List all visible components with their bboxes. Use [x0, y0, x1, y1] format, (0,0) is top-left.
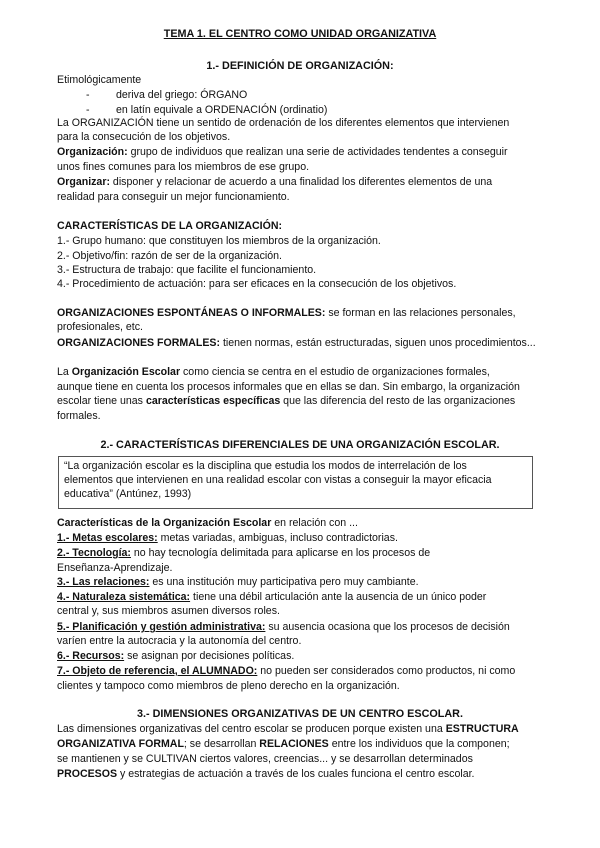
bold-text: Características de la Organización Escolar: [57, 517, 272, 529]
text-line: [57, 321, 143, 334]
bold-text: PROCESOS: [57, 768, 118, 780]
text-segment: 4.- Procedimiento de actuación: para ser eficaces en la consecución de los objetivos.: [57, 278, 457, 290]
text-segment: no hay tecnología delimitada para aplicarse en los procesos de: [130, 547, 431, 559]
text-segment: como ciencia se centra en el estudio de organizaciones formales,: [180, 366, 490, 378]
bold-text: ORGANIZACIONES ESPONTÁNEAS O INFORMALES:: [57, 307, 326, 319]
text-segment: entre los individuos que la componen;: [328, 738, 510, 750]
text-line: [57, 191, 290, 204]
bold-text: 3.- Las relaciones:: [57, 576, 150, 588]
bold-text: ORGANIZATIVA FORMAL: [57, 738, 184, 750]
bold-text: 5.- Planificación y gestión administrativa:: [57, 621, 266, 633]
bold-text: 6.- Recursos:: [57, 650, 125, 662]
text-segment: su ausencia ocasiona que los procesos de decisión: [265, 621, 510, 633]
text-line: [57, 307, 516, 320]
text-line: [57, 381, 520, 394]
text-segment: aunque tiene en cuenta los procesos informales que en ellas se dan. Sin embargo, la organización: [57, 381, 520, 393]
text-line: [57, 366, 490, 379]
text-line: [57, 665, 515, 678]
text-line: [57, 547, 430, 560]
text-segment: tiene una débil articulación ante la ausencia de un único poder: [190, 591, 487, 603]
text-line: [57, 161, 309, 174]
text-segment: Etimológicamente: [57, 74, 142, 86]
text-segment: que las diferencia del resto de las organizaciones: [280, 395, 516, 407]
text-line: [57, 410, 101, 423]
bullet-item: [86, 89, 247, 102]
bold-text: ESTRUCTURA: [445, 723, 519, 735]
bullet-dash: -: [86, 104, 90, 116]
text-segment: y estrategias de actuación a través de los cuales funciona el centro escolar.: [117, 768, 475, 780]
text-line: [57, 635, 301, 648]
text-segment: tienen normas, están estructuradas, siguen unos procedimientos...: [220, 337, 536, 349]
section-heading: [0, 60, 600, 73]
text-segment: deriva del griego: ÓRGANO: [116, 89, 248, 101]
text-segment: formales.: [57, 410, 101, 422]
bold-text: Organizar:: [57, 176, 110, 188]
text-segment: 2.- Objetivo/fin: razón de ser de la organización.: [57, 250, 282, 262]
text-segment: escolar tiene unas: [57, 395, 146, 407]
bold-text: Organización Escolar: [71, 366, 181, 378]
text-segment: “La organización escolar es la disciplina que estudia los modos de interrelación de los: [64, 460, 467, 472]
bold-text: 4.- Naturaleza sistemática:: [57, 591, 191, 603]
text-line: [57, 532, 398, 545]
text-line: [57, 74, 141, 87]
text-line: [57, 264, 316, 277]
quote-line: [64, 474, 492, 487]
text-line: [57, 621, 510, 634]
text-segment: para la consecución de los objetivos.: [57, 131, 231, 143]
text-line: [57, 131, 230, 144]
text-line: [57, 753, 473, 766]
text-segment: es una institución muy participativa pero muy cambiante.: [149, 576, 419, 588]
bold-text: 2.- CARACTERÍSTICAS DIFERENCIALES DE UNA ORGANIZACIÓN ESCOLAR.: [100, 439, 500, 451]
bold-text: TEMA 1. EL CENTRO COMO UNIDAD ORGANIZATIVA: [163, 28, 437, 40]
text-segment: unos fines comunes para los miembros de ese grupo.: [57, 161, 310, 173]
text-line: [57, 591, 486, 604]
text-line: [57, 250, 282, 263]
text-line: [57, 680, 400, 693]
text-line: [57, 517, 358, 530]
text-segment: La ORGANIZACIÓN tiene un sentido de ordenación de los diferentes elementos que intervienen: [57, 117, 510, 129]
text-segment: 3.- Estructura de trabajo: que facilite el funcionamiento.: [57, 264, 317, 276]
text-segment: Enseñanza-Aprendizaje.: [57, 562, 173, 574]
section-heading: [0, 439, 600, 452]
bold-text: CARACTERÍSTICAS DE LA ORGANIZACIÓN:: [57, 220, 283, 232]
text-segment: ; se desarrollan: [183, 738, 260, 750]
text-line: [57, 650, 294, 663]
text-segment: no pueden ser considerados como productos, ni como: [257, 665, 516, 677]
bold-text: 1.- DEFINICIÓN DE ORGANIZACIÓN:: [206, 60, 394, 72]
bold-text: 1.- Metas escolares:: [57, 532, 158, 544]
text-segment: central y, sus miembros asumen diversos roles.: [57, 605, 280, 617]
bold-text: 2.- Tecnología:: [57, 547, 131, 559]
text-line: [57, 176, 492, 189]
text-line: [57, 220, 282, 233]
text-segment: metas variadas, ambiguas, incluso contradictorias.: [157, 532, 398, 544]
text-segment: elementos que intervienen en una realidad escolar con vistas a conseguir la mayor eficacia: [64, 474, 492, 486]
bold-text: características específicas: [145, 395, 281, 407]
text-segment: disponer y relacionar de acuerdo a una finalidad los diferentes elementos de una: [109, 176, 493, 188]
text-segment: varíen entre la autocracia y la autonomía del centro.: [57, 635, 302, 647]
text-line: [57, 723, 519, 736]
text-segment: clientes y tampoco como miembros de pleno derecho en la organización.: [57, 680, 400, 692]
section-heading: [0, 28, 600, 41]
text-segment: en latín equivale a ORDENACIÓN (ordinatio): [116, 104, 328, 116]
text-line: [57, 278, 456, 291]
bold-text: ORGANIZACIONES FORMALES:: [57, 337, 221, 349]
text-segment: se mantienen y se CULTIVAN ciertos valores, creencias... y se desarrollan determinados: [57, 753, 473, 765]
bold-text: RELACIONES: [259, 738, 329, 750]
text-line: [57, 738, 510, 751]
bold-text: 7.- Objeto de referencia, el ALUMNADO:: [57, 665, 258, 677]
text-line: [57, 605, 280, 618]
text-line: [57, 337, 536, 350]
text-segment: profesionales, etc.: [57, 321, 143, 333]
text-line: [57, 235, 381, 248]
section-heading: [0, 708, 600, 721]
text-segment: Las dimensiones organizativas del centro escolar se producen porque existen una: [57, 723, 446, 735]
text-segment: educativa” (Antúnez, 1993): [64, 488, 192, 500]
text-line: [57, 768, 475, 781]
text-line: [57, 117, 509, 130]
bold-text: Organización:: [57, 146, 128, 158]
text-segment: realidad para conseguir un mejor funcionamiento.: [57, 191, 290, 203]
bullet-dash: -: [86, 89, 90, 101]
quote-line: [64, 460, 467, 473]
text-line: [57, 562, 172, 575]
bullet-item: [86, 104, 327, 117]
text-segment: se asignan por decisiones políticas.: [124, 650, 295, 662]
text-line: [57, 576, 419, 589]
text-line: [57, 395, 515, 408]
quote-line: [64, 488, 191, 501]
text-segment: grupo de individuos que realizan una serie de actividades tendentes a conseguir: [127, 146, 508, 158]
bold-text: 3.- DIMENSIONES ORGANIZATIVAS DE UN CENTRO ESCOLAR.: [137, 708, 463, 720]
text-line: [57, 146, 508, 159]
text-segment: en relación con ...: [271, 517, 358, 529]
text-segment: La: [57, 366, 72, 378]
text-segment: 1.- Grupo humano: que constituyen los miembros de la organización.: [57, 235, 381, 247]
text-segment: se forman en las relaciones personales,: [325, 307, 516, 319]
